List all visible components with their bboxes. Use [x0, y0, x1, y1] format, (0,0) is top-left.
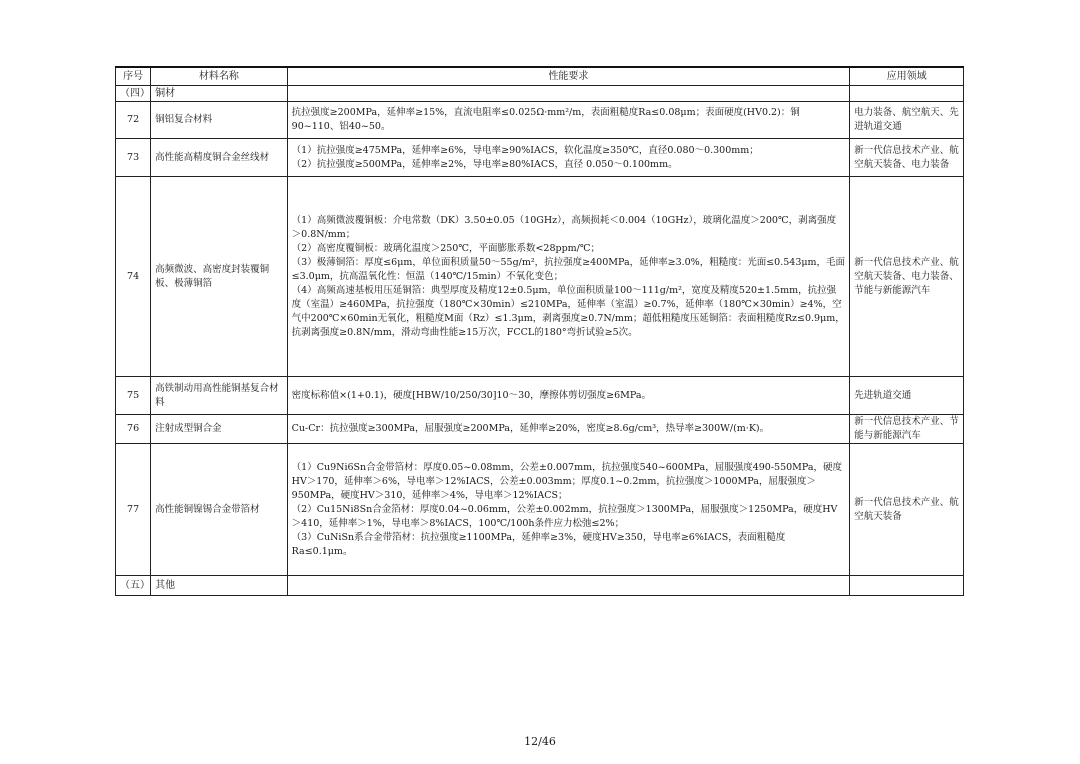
material-name: 高性能铜镍锡合金带箔材 — [151, 444, 288, 576]
application-field: 新一代信息技术产业、航空航天装备、电力装备、节能与新能源汽车 — [850, 177, 964, 377]
material-name: 高频微波、高密度封装覆铜板、极薄铜箔 — [151, 177, 288, 377]
section-empty-cell — [287, 86, 850, 102]
row-number: 77 — [116, 444, 151, 576]
performance-requirements — [287, 102, 850, 139]
performance-requirements — [287, 444, 850, 576]
row-number: 73 — [116, 139, 151, 177]
material-name: 高铁制动用高性能铜基复合材料 — [151, 377, 288, 415]
materials-table — [115, 66, 964, 596]
header-requirements: 性能要求 — [287, 67, 850, 86]
table-row — [116, 102, 964, 139]
table-row — [116, 139, 964, 177]
requirement-line: （1）抗拉强度≥475MPa，延伸率≥6%，导电率≥90%IACS，软化温度≥350℃，直径0.080～0.300mm； — [291, 144, 759, 156]
requirement-line: Cu-Cr：抗拉强度≥300MPa，屈服强度≥200MPa，延伸率≥20%，密度≥8.6g/cm³，热导率≥300W/(m·K)。 — [291, 423, 770, 434]
performance-requirements — [287, 177, 850, 377]
requirement-line: 密度标称值×(1+0.1)，硬度[HBW/10/250/30]10～30，摩擦体剪切强度≥6MPa。 — [291, 389, 652, 401]
row-number: 74 — [116, 177, 151, 377]
requirement-line: （4）高频高速基板用压延铜箔：典型厚度及精度12±0.5μm，单位面积质量100～111g/m²，宽度及精度520±1.5mm，抗拉强度（室温）≥460MPa，抗拉强度（180℃×30min）≤210MPa，延伸率（室温）≥0.7%，延伸率（180℃×30min）≥4%，空气中200℃×60min无氧化，粗糙度M面（Rz）≤1.3μm，剥离强度≥0.7N/mm；超低粗糙度压延铜箔：表面粗糙度Rz≤0.9μm，抗剥离强度≥0.8N/mm，滑动弯曲性能≥15万次，FCCL的180°弯折试验≥5次。 — [291, 284, 845, 338]
table-header-row — [116, 67, 964, 86]
page-number: 12/46 — [524, 735, 556, 748]
section-number: （四） — [116, 86, 151, 102]
requirement-line: （1）Cu9Ni6Sn合金带箔材：厚度0.05~0.08mm，公差±0.007mm，抗拉强度540~600MPa，屈服强度490-550MPa，硬度HV＞170，延伸率＞6%，导电率＞12%IACS，公差±0.003mm；厚度0.1~0.2mm，抗拉强度＞1000MPa，屈服强度＞950MPa，硬度HV＞310，延伸率＞4%，导电率＞12%IACS； — [291, 461, 843, 501]
application-field: 新一代信息技术产业、航空航天装备 — [850, 444, 964, 576]
header-application: 应用领域 — [850, 67, 964, 86]
requirement-line: （3）极薄铜箔：厚度≤6μm，单位面积质量50～55g/m²，抗拉强度≥400MPa，延伸率≥3.0%，粗糙度：光面≤0.543μm，毛面≤3.0μm，抗高温氧化性：恒温（140℃/15min）不氧化变色； — [291, 256, 846, 282]
section-empty-cell — [850, 576, 964, 596]
requirement-line: （1）高频微波覆铜板：介电常数（DK）3.50±0.05（10GHz），高频损耗＜0.004（10GHz），玻璃化温度＞200℃，剥离强度＞0.8N/mm； — [291, 214, 837, 240]
section-title: 其他 — [151, 576, 288, 596]
header-no: 序号 — [116, 67, 151, 86]
requirement-line: 抗拉强度≥200MPa，延伸率≥15%，直流电阻率≤0.025Ω·mm²/m，表面粗糙度Ra≤0.08μm；表面硬度(HV0.2)：铜90~110、铝40~50。 — [291, 107, 800, 132]
requirement-line: （2）Cu15Ni8Sn合金箔材：厚度0.04~0.06mm，公差±0.002mm，抗拉强度＞1300MPa，屈服强度＞1250MPa，硬度HV＞410，延伸率＞1%，导电率＞8%IACS，100℃/100h条件应力松弛≤2%； — [291, 503, 838, 529]
row-number: 76 — [116, 415, 151, 444]
table-body — [116, 86, 964, 596]
table-row — [116, 377, 964, 415]
performance-requirements — [287, 415, 850, 444]
requirement-line: （2）抗拉强度≥500MPa，延伸率≥2%，导电率≥80%IACS，直径 0.050～0.100mm。 — [291, 158, 678, 170]
table-row — [116, 415, 964, 444]
application-field: 电力装备、航空航天、先进轨道交通 — [850, 102, 964, 139]
row-number: 72 — [116, 102, 151, 139]
table-row — [116, 177, 964, 377]
section-empty-cell — [850, 86, 964, 102]
material-name: 注射成型铜合金 — [151, 415, 288, 444]
requirement-line: （3）CuNiSn系合金带箔材：抗拉强度≥1100MPa，延伸率≥3%，硬度HV≥350，导电率≥6%IACS，表面粗糙度Ra≤0.1μm。 — [291, 531, 786, 557]
application-field: 先进轨道交通 — [850, 377, 964, 415]
row-number: 75 — [116, 377, 151, 415]
section-empty-cell — [287, 576, 850, 596]
section-number: （五） — [116, 576, 151, 596]
section-row — [116, 86, 964, 102]
section-row — [116, 576, 964, 596]
application-field: 新一代信息技术产业、航空航天装备、电力装备 — [850, 139, 964, 177]
requirement-line: （2）高密度覆铜板：玻璃化温度＞250℃，平面膨胀系数<28ppm/℃； — [291, 242, 601, 254]
performance-requirements — [287, 139, 850, 177]
material-name: 高性能高精度铜合金丝线材 — [151, 139, 288, 177]
header-name: 材料名称 — [151, 67, 288, 86]
material-name: 铜铝复合材料 — [151, 102, 288, 139]
application-field: 新一代信息技术产业、节能与新能源汽车 — [850, 415, 964, 444]
table-row — [116, 444, 964, 576]
performance-requirements — [287, 377, 850, 415]
section-title: 铜材 — [151, 86, 288, 102]
